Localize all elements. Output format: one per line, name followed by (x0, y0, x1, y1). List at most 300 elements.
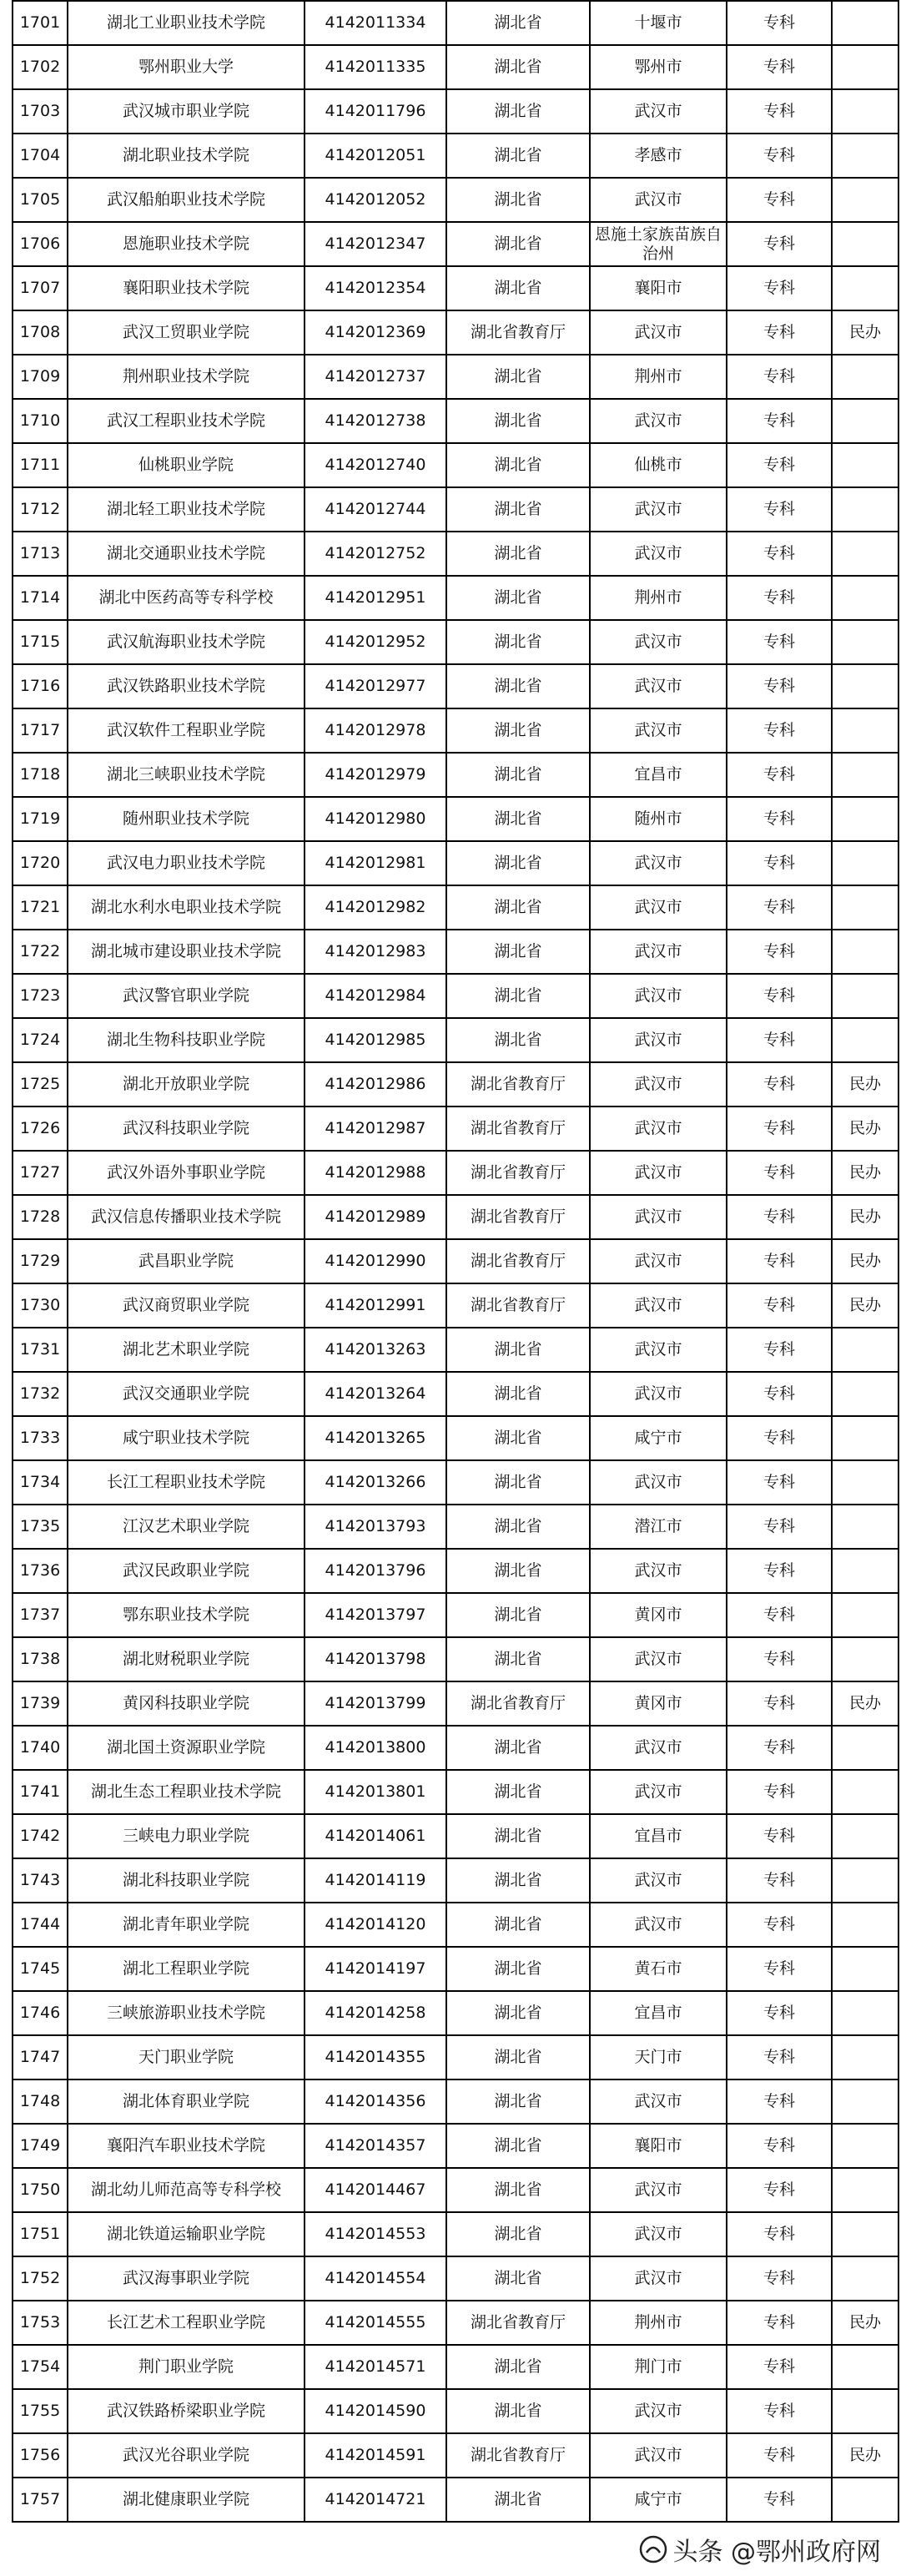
authority-cell: 湖北省 (446, 2478, 590, 2522)
level-cell: 专科 (727, 1107, 832, 1151)
authority-cell: 湖北省 (446, 2035, 590, 2079)
city-cell: 武汉市 (590, 1151, 727, 1195)
authority-cell: 湖北省教育厅 (446, 310, 590, 355)
city-cell: 武汉市 (590, 974, 727, 1018)
authority-cell: 湖北省 (446, 576, 590, 620)
school-name-cell: 武汉海事职业学院 (68, 2256, 305, 2301)
authority-cell: 湖北省 (446, 2212, 590, 2256)
authority-cell: 湖北省 (446, 266, 590, 310)
table-row (13, 2124, 898, 2168)
remark-cell (832, 2478, 898, 2522)
school-code-cell: 4142014258 (305, 1991, 446, 2035)
authority-cell: 湖北省 (446, 930, 590, 974)
city-cell: 武汉市 (590, 620, 727, 664)
authority-cell: 湖北省教育厅 (446, 2301, 590, 2345)
remark-cell (832, 1416, 898, 1460)
table-row (13, 841, 898, 885)
school-code-cell: 4142014061 (305, 1814, 446, 1858)
level-cell: 专科 (727, 1151, 832, 1195)
school-code-cell: 4142014591 (305, 2433, 446, 2478)
school-name-cell: 湖北体育职业学院 (68, 2079, 305, 2124)
remark-cell (832, 2212, 898, 2256)
table-row (13, 1726, 898, 1770)
table-row (13, 2212, 898, 2256)
school-name-cell: 湖北三峡职业技术学院 (68, 753, 305, 797)
row-number-cell: 1738 (13, 1637, 68, 1681)
remark-cell (832, 443, 898, 487)
remark-cell (832, 1726, 898, 1770)
remark-cell (832, 1372, 898, 1416)
row-number-cell: 1716 (13, 664, 68, 708)
row-number-cell: 1715 (13, 620, 68, 664)
city-cell: 荆门市 (590, 2345, 727, 2389)
school-name-cell: 武汉交通职业学院 (68, 1372, 305, 1416)
remark-cell (832, 1947, 898, 1991)
city-cell: 襄阳市 (590, 2124, 727, 2168)
table-row (13, 532, 898, 576)
table-row (13, 1239, 898, 1283)
authority-cell: 湖北省 (446, 1637, 590, 1681)
school-code-cell: 4142012990 (305, 1239, 446, 1283)
level-cell: 专科 (727, 2389, 832, 2433)
authority-cell: 湖北省 (446, 1549, 590, 1593)
city-cell: 武汉市 (590, 2389, 727, 2433)
school-name-cell: 武汉电力职业技术学院 (68, 841, 305, 885)
level-cell: 专科 (727, 2345, 832, 2389)
authority-cell: 湖北省 (446, 2389, 590, 2433)
city-cell: 武汉市 (590, 2256, 727, 2301)
table-row (13, 487, 898, 532)
level-cell: 专科 (727, 2301, 832, 2345)
school-name-cell: 湖北铁道运输职业学院 (68, 2212, 305, 2256)
authority-cell: 湖北省 (446, 664, 590, 708)
table-row (13, 1505, 898, 1549)
table-row (13, 1549, 898, 1593)
school-name-cell: 江汉艺术职业学院 (68, 1505, 305, 1549)
authority-cell: 湖北省 (446, 1947, 590, 1991)
table-row (13, 2035, 898, 2079)
authority-cell: 湖北省 (446, 708, 590, 753)
remark-cell (832, 797, 898, 841)
level-cell: 专科 (727, 134, 832, 178)
authority-cell: 湖北省教育厅 (446, 1151, 590, 1195)
remark-cell (832, 1637, 898, 1681)
level-cell: 专科 (727, 885, 832, 930)
city-cell: 荆州市 (590, 2301, 727, 2345)
row-number-cell: 1725 (13, 1062, 68, 1107)
row-number-cell: 1705 (13, 178, 68, 222)
remark-cell: 民办 (832, 1681, 898, 1726)
row-number-cell: 1720 (13, 841, 68, 885)
school-name-cell: 武汉商贸职业学院 (68, 1283, 305, 1328)
row-number-cell: 1748 (13, 2079, 68, 2124)
table-row (13, 1460, 898, 1505)
school-code-cell: 4142012984 (305, 974, 446, 1018)
remark-cell (832, 355, 898, 399)
level-cell: 专科 (727, 89, 832, 134)
authority-cell: 湖北省教育厅 (446, 1239, 590, 1283)
table-row (13, 1018, 898, 1062)
table-row (13, 1593, 898, 1637)
level-cell: 专科 (727, 1062, 832, 1107)
level-cell: 专科 (727, 45, 832, 89)
row-number-cell: 1727 (13, 1151, 68, 1195)
school-name-cell: 湖北交通职业技术学院 (68, 532, 305, 576)
school-code-cell: 4142012744 (305, 487, 446, 532)
level-cell: 专科 (727, 620, 832, 664)
level-cell: 专科 (727, 532, 832, 576)
remark-cell: 民办 (832, 1062, 898, 1107)
row-number-cell: 1709 (13, 355, 68, 399)
authority-cell: 湖北省 (446, 2079, 590, 2124)
row-number-cell: 1739 (13, 1681, 68, 1726)
city-cell: 武汉市 (590, 1018, 727, 1062)
city-cell: 武汉市 (590, 1903, 727, 1947)
city-cell: 鄂州市 (590, 45, 727, 89)
authority-cell: 湖北省 (446, 2256, 590, 2301)
level-cell: 专科 (727, 310, 832, 355)
city-cell: 黄冈市 (590, 1681, 727, 1726)
level-cell: 专科 (727, 1328, 832, 1372)
authority-cell: 湖北省 (446, 1858, 590, 1903)
table-row (13, 399, 898, 443)
remark-cell (832, 2124, 898, 2168)
city-cell: 武汉市 (590, 1062, 727, 1107)
table-row (13, 1903, 898, 1947)
level-cell: 专科 (727, 1681, 832, 1726)
table-row (13, 1416, 898, 1460)
table-row (13, 2079, 898, 2124)
row-number-cell: 1706 (13, 222, 68, 266)
authority-cell: 湖北省 (446, 1416, 590, 1460)
authority-cell: 湖北省 (446, 974, 590, 1018)
school-name-cell: 武汉信息传播职业技术学院 (68, 1195, 305, 1239)
table-row (13, 1770, 898, 1814)
school-code-cell: 4142014590 (305, 2389, 446, 2433)
school-name-cell: 武昌职业学院 (68, 1239, 305, 1283)
authority-cell: 湖北省 (446, 885, 590, 930)
authority-cell: 湖北省 (446, 355, 590, 399)
authority-cell: 湖北省教育厅 (446, 1283, 590, 1328)
school-name-cell: 襄阳汽车职业技术学院 (68, 2124, 305, 2168)
table-row (13, 134, 898, 178)
school-name-cell: 湖北中医药高等专科学校 (68, 576, 305, 620)
city-cell: 武汉市 (590, 1195, 727, 1239)
table-row (13, 443, 898, 487)
level-cell: 专科 (727, 266, 832, 310)
table-row (13, 1637, 898, 1681)
remark-cell (832, 2035, 898, 2079)
school-code-cell: 4142013264 (305, 1372, 446, 1416)
authority-cell: 湖北省 (446, 45, 590, 89)
remark-cell: 民办 (832, 1195, 898, 1239)
city-cell: 武汉市 (590, 2433, 727, 2478)
remark-cell (832, 974, 898, 1018)
table-row (13, 576, 898, 620)
school-code-cell: 4142014554 (305, 2256, 446, 2301)
table-row (13, 1283, 898, 1328)
remark-cell (832, 753, 898, 797)
level-cell: 专科 (727, 2035, 832, 2079)
school-code-cell: 4142013797 (305, 1593, 446, 1637)
city-cell: 武汉市 (590, 885, 727, 930)
remark-cell: 民办 (832, 1151, 898, 1195)
remark-cell (832, 1903, 898, 1947)
row-number-cell: 1713 (13, 532, 68, 576)
school-code-cell: 4142014467 (305, 2168, 446, 2212)
school-code-cell: 4142012740 (305, 443, 446, 487)
authority-cell: 湖北省 (446, 1770, 590, 1814)
authority-cell: 湖北省 (446, 2124, 590, 2168)
remark-cell: 民办 (832, 2301, 898, 2345)
row-number-cell: 1718 (13, 753, 68, 797)
row-number-cell: 1732 (13, 1372, 68, 1416)
level-cell: 专科 (727, 1416, 832, 1460)
school-code-cell: 4142013800 (305, 1726, 446, 1770)
school-name-cell: 湖北职业技术学院 (68, 134, 305, 178)
remark-cell (832, 532, 898, 576)
city-cell: 武汉市 (590, 1460, 727, 1505)
city-cell: 咸宁市 (590, 2478, 727, 2522)
school-name-cell: 湖北科技职业学院 (68, 1858, 305, 1903)
school-name-cell: 武汉航海职业技术学院 (68, 620, 305, 664)
city-cell: 仙桃市 (590, 443, 727, 487)
school-name-cell: 武汉工贸职业学院 (68, 310, 305, 355)
table-row (13, 1858, 898, 1903)
school-name-cell: 湖北工业职业技术学院 (68, 1, 305, 45)
school-code-cell: 4142013263 (305, 1328, 446, 1372)
level-cell: 专科 (727, 1283, 832, 1328)
level-cell: 专科 (727, 576, 832, 620)
authority-cell: 湖北省 (446, 134, 590, 178)
remark-cell (832, 266, 898, 310)
table-row (13, 2345, 898, 2389)
city-cell: 武汉市 (590, 841, 727, 885)
level-cell: 专科 (727, 399, 832, 443)
level-cell: 专科 (727, 1372, 832, 1416)
school-code-cell: 4142012951 (305, 576, 446, 620)
city-cell: 随州市 (590, 797, 727, 841)
school-name-cell: 湖北工程职业学院 (68, 1947, 305, 1991)
remark-cell (832, 487, 898, 532)
universities-table (12, 0, 899, 2523)
school-code-cell: 4142012988 (305, 1151, 446, 1195)
row-number-cell: 1753 (13, 2301, 68, 2345)
school-name-cell: 长江工程职业技术学院 (68, 1460, 305, 1505)
row-number-cell: 1734 (13, 1460, 68, 1505)
table-body (13, 1, 898, 2522)
school-name-cell: 湖北幼儿师范高等专科学校 (68, 2168, 305, 2212)
authority-cell: 湖北省 (446, 1814, 590, 1858)
authority-cell: 湖北省 (446, 620, 590, 664)
school-name-cell: 武汉软件工程职业学院 (68, 708, 305, 753)
row-number-cell: 1733 (13, 1416, 68, 1460)
school-name-cell: 武汉工程职业技术学院 (68, 399, 305, 443)
table-row (13, 355, 898, 399)
school-name-cell: 武汉铁路桥梁职业学院 (68, 2389, 305, 2433)
school-name-cell: 武汉科技职业学院 (68, 1107, 305, 1151)
remark-cell (832, 841, 898, 885)
remark-cell: 民办 (832, 2433, 898, 2478)
city-cell: 武汉市 (590, 487, 727, 532)
school-name-cell: 湖北国土资源职业学院 (68, 1726, 305, 1770)
city-cell: 武汉市 (590, 1637, 727, 1681)
school-name-cell: 荆州职业技术学院 (68, 355, 305, 399)
level-cell: 专科 (727, 2124, 832, 2168)
school-name-cell: 武汉船舶职业技术学院 (68, 178, 305, 222)
school-code-cell: 4142012737 (305, 355, 446, 399)
remark-cell: 民办 (832, 310, 898, 355)
authority-cell: 湖北省 (446, 1903, 590, 1947)
remark-cell: 民办 (832, 1107, 898, 1151)
school-name-cell: 三峡旅游职业技术学院 (68, 1991, 305, 2035)
row-number-cell: 1726 (13, 1107, 68, 1151)
school-code-cell: 4142013799 (305, 1681, 446, 1726)
school-code-cell: 4142012982 (305, 885, 446, 930)
table-row (13, 620, 898, 664)
row-number-cell: 1749 (13, 2124, 68, 2168)
school-code-cell: 4142012977 (305, 664, 446, 708)
authority-cell: 湖北省教育厅 (446, 2433, 590, 2478)
authority-cell: 湖北省 (446, 1460, 590, 1505)
row-number-cell: 1743 (13, 1858, 68, 1903)
school-name-cell: 武汉光谷职业学院 (68, 2433, 305, 2478)
school-code-cell: 4142014119 (305, 1858, 446, 1903)
level-cell: 专科 (727, 974, 832, 1018)
row-number-cell: 1754 (13, 2345, 68, 2389)
table-row (13, 974, 898, 1018)
city-cell: 武汉市 (590, 930, 727, 974)
level-cell: 专科 (727, 1903, 832, 1947)
level-cell: 专科 (727, 1814, 832, 1858)
table-row (13, 2433, 898, 2478)
school-name-cell: 随州职业技术学院 (68, 797, 305, 841)
city-cell: 武汉市 (590, 532, 727, 576)
table-row (13, 930, 898, 974)
city-cell: 宜昌市 (590, 753, 727, 797)
authority-cell: 湖北省 (446, 1018, 590, 1062)
row-number-cell: 1714 (13, 576, 68, 620)
school-code-cell: 4142014197 (305, 1947, 446, 1991)
watermark (634, 2529, 886, 2569)
school-name-cell: 湖北轻工职业技术学院 (68, 487, 305, 532)
row-number-cell: 1704 (13, 134, 68, 178)
school-name-cell: 鄂州职业大学 (68, 45, 305, 89)
authority-cell: 湖北省教育厅 (446, 1062, 590, 1107)
authority-cell: 湖北省 (446, 1505, 590, 1549)
school-code-cell: 4142014356 (305, 2079, 446, 2124)
row-number-cell: 1710 (13, 399, 68, 443)
row-number-cell: 1711 (13, 443, 68, 487)
city-cell: 武汉市 (590, 1770, 727, 1814)
table-row (13, 797, 898, 841)
level-cell: 专科 (727, 2079, 832, 2124)
city-cell: 天门市 (590, 2035, 727, 2079)
remark-cell (832, 178, 898, 222)
remark-cell (832, 89, 898, 134)
level-cell: 专科 (727, 1947, 832, 1991)
authority-cell: 湖北省 (446, 1, 590, 45)
table-row (13, 1107, 898, 1151)
school-name-cell: 武汉民政职业学院 (68, 1549, 305, 1593)
school-code-cell: 4142012987 (305, 1107, 446, 1151)
table-row (13, 2256, 898, 2301)
school-code-cell: 4142012347 (305, 222, 446, 266)
remark-cell (832, 1814, 898, 1858)
school-code-cell: 4142014555 (305, 2301, 446, 2345)
table-row (13, 1372, 898, 1416)
level-cell: 专科 (727, 1460, 832, 1505)
remark-cell (832, 222, 898, 266)
table-row (13, 222, 898, 266)
city-cell: 黄冈市 (590, 1593, 727, 1637)
school-code-cell: 4142012738 (305, 399, 446, 443)
row-number-cell: 1737 (13, 1593, 68, 1637)
row-number-cell: 1723 (13, 974, 68, 1018)
school-name-cell: 湖北开放职业学院 (68, 1062, 305, 1107)
authority-cell: 湖北省 (446, 89, 590, 134)
authority-cell: 湖北省 (446, 1726, 590, 1770)
city-cell: 武汉市 (590, 1549, 727, 1593)
table-row (13, 1062, 898, 1107)
row-number-cell: 1730 (13, 1283, 68, 1328)
row-number-cell: 1744 (13, 1903, 68, 1947)
row-number-cell: 1751 (13, 2212, 68, 2256)
level-cell: 专科 (727, 2433, 832, 2478)
school-code-cell: 4142012991 (305, 1283, 446, 1328)
row-number-cell: 1736 (13, 1549, 68, 1593)
city-cell: 孝感市 (590, 134, 727, 178)
row-number-cell: 1728 (13, 1195, 68, 1239)
school-name-cell: 湖北健康职业学院 (68, 2478, 305, 2522)
city-cell: 荆州市 (590, 576, 727, 620)
row-number-cell: 1731 (13, 1328, 68, 1372)
remark-cell (832, 620, 898, 664)
table-row (13, 753, 898, 797)
row-number-cell: 1756 (13, 2433, 68, 2478)
city-cell: 襄阳市 (590, 266, 727, 310)
row-number-cell: 1742 (13, 1814, 68, 1858)
school-name-cell: 武汉铁路职业技术学院 (68, 664, 305, 708)
city-cell: 武汉市 (590, 310, 727, 355)
level-cell: 专科 (727, 178, 832, 222)
city-cell: 宜昌市 (590, 1814, 727, 1858)
remark-cell (832, 708, 898, 753)
level-cell: 专科 (727, 222, 832, 266)
school-name-cell: 湖北艺术职业学院 (68, 1328, 305, 1372)
level-cell: 专科 (727, 487, 832, 532)
table-row (13, 2478, 898, 2522)
school-code-cell: 4142014355 (305, 2035, 446, 2079)
remark-cell (832, 664, 898, 708)
authority-cell: 湖北省 (446, 222, 590, 266)
school-name-cell: 湖北生物科技职业学院 (68, 1018, 305, 1062)
authority-cell: 湖北省 (446, 1991, 590, 2035)
school-code-cell: 4142014120 (305, 1903, 446, 1947)
city-cell: 武汉市 (590, 2079, 727, 2124)
school-code-cell: 4142012752 (305, 532, 446, 576)
row-number-cell: 1752 (13, 2256, 68, 2301)
school-code-cell: 4142012051 (305, 134, 446, 178)
row-number-cell: 1707 (13, 266, 68, 310)
school-code-cell: 4142012354 (305, 266, 446, 310)
remark-cell (832, 2256, 898, 2301)
remark-cell: 民办 (832, 1283, 898, 1328)
authority-cell: 湖北省 (446, 1372, 590, 1416)
remark-cell (832, 1018, 898, 1062)
level-cell: 专科 (727, 797, 832, 841)
school-name-cell: 天门职业学院 (68, 2035, 305, 2079)
